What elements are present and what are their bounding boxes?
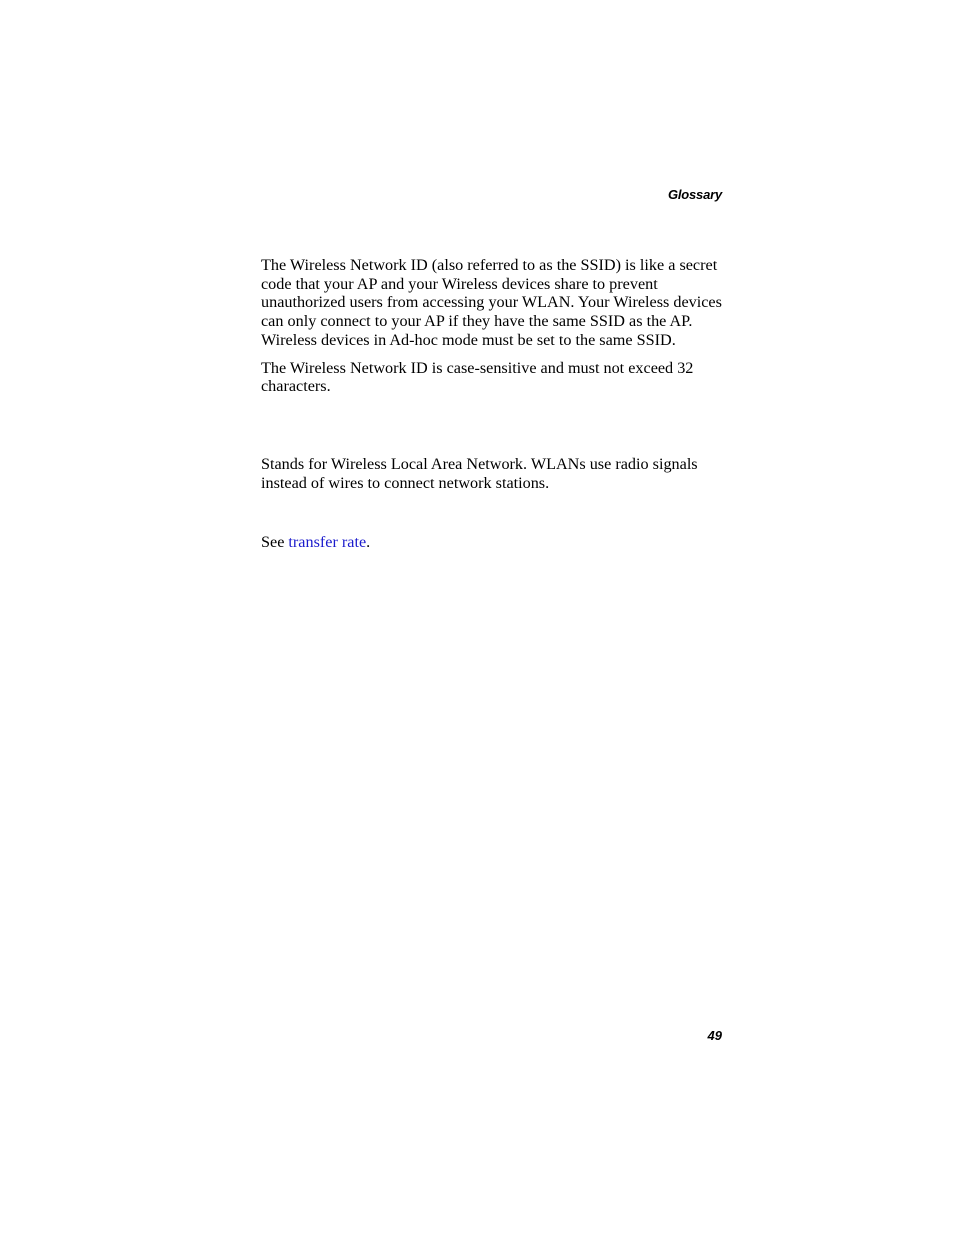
glossary-entry-ssid (261, 256, 727, 396)
see-prefix: See (261, 533, 289, 551)
cross-reference-paragraph (261, 533, 727, 552)
glossary-entry-wlan (261, 455, 727, 492)
entry-paragraph: The Wireless Network ID (also referred to as the SSID) is like a secret code that your AP and your Wireless devices share to prevent unauthorized users from accessing your WLAN. Your Wireless devices can only connect to your AP if they have the same SSID as the AP. Wireless devices in Ad-hoc mode must be set to the same SSID. (261, 256, 722, 349)
page-number: 49 (707, 1028, 722, 1043)
running-head: Glossary (667, 187, 722, 202)
glossary-entry-cross-reference (261, 533, 727, 552)
see-suffix: . (366, 533, 371, 551)
transfer-rate-link[interactable]: transfer rate (288, 533, 367, 551)
entry-paragraph: The Wireless Network ID is case-sensitive and must not exceed 32 characters. (261, 358, 694, 396)
entry-paragraph: Stands for Wireless Local Area Network. WLANs use radio signals instead of wires to connect network stations. (261, 455, 698, 492)
